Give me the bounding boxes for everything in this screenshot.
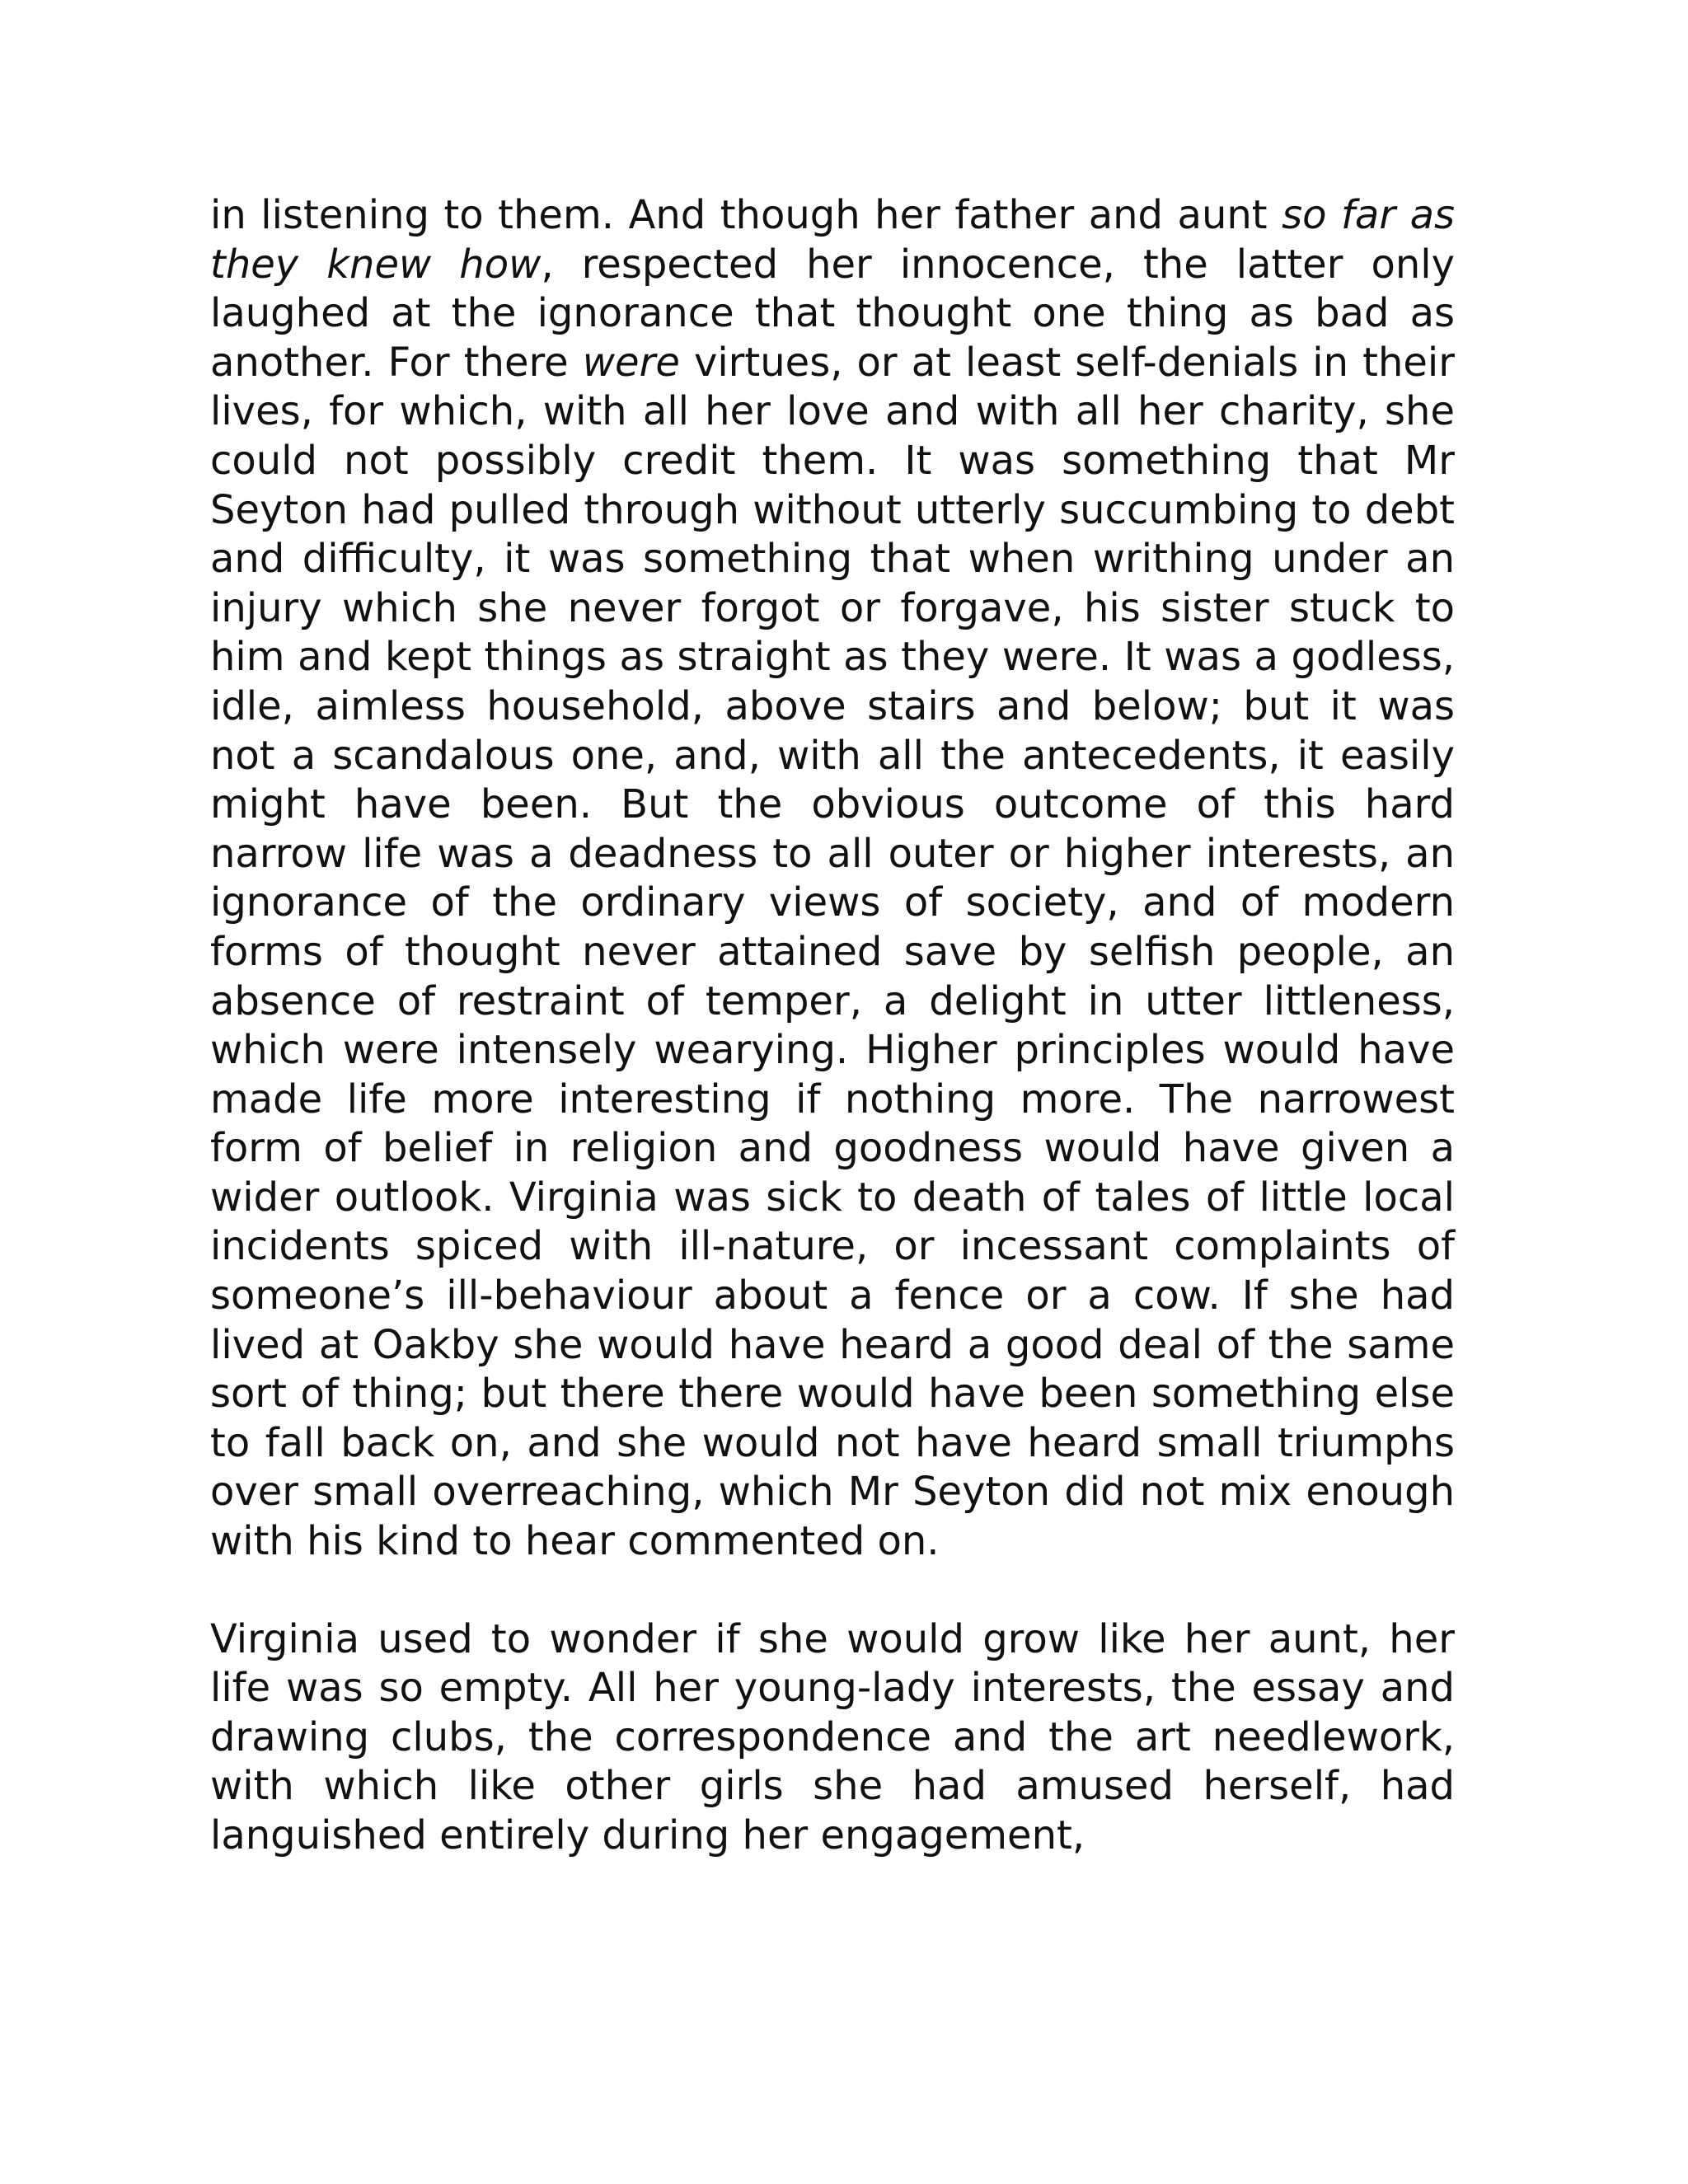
document-body	[210, 191, 1455, 1861]
paragraph-1-run-2: , respected her innocence, the latter only laughed at the ignorance that thought one thing as bad as another. For there	[210, 241, 1456, 386]
paragraph-1-italic-run-1: so far as they knew how	[210, 192, 1456, 288]
paragraph-2-run-1: Virginia used to wonder if she would grow like her aunt, her life was so empty. All her young-lady interests, the essay and drawing clubs, the correspondence and the art needlework, with which like other girls she had amused herself, had languished entirely during her engagement,	[210, 1615, 1455, 1858]
paragraph-2	[210, 1615, 1455, 1861]
paragraph-1-italic-run-2: were	[582, 339, 680, 386]
paragraph-1-run-3: virtues, or at least self-denials in their lives, for which, with all her love and with all her charity, she could not possibly credit them. It was something that Mr Seyton had pulled through without utterly succumbing to debt and difficulty, it was something that when writhing under an injury which she never forgot or forgave, his sister stuck to him and kept things as straight as they were. It was a godless, idle, aimless household, above stairs and below; but it was not a scandalous one, and, with all the antecedents, it easily might have been. But the obvious outcome of this hard narrow life was a deadness to all outer or higher interests, an ignorance of the ordinary views of society, and of modern forms of thought never attained save by selfish people, an absence of restraint of temper, a delight in utter littleness, which were intensely wearying. Higher principles would have made life more interesting if nothing more. The narrowest form of belief in religion and goodness would have given a wider outlook. Virginia was sick to death of tales of little local incidents spiced with ill-nature, or incessant complaints of someone’s ill-behaviour about a fence or a cow. If she had lived at Oakby she would have heard a good deal of the same sort of thing; but there there would have been something else to fall back on, and she would not have heard small triumphs over small overreaching, which Mr Seyton did not mix enough with his kind to hear commented on.	[210, 339, 1455, 1565]
paragraph-1-run-1: in listening to them. And though her father and aunt	[210, 192, 1282, 238]
paragraph-1	[210, 191, 1455, 1567]
